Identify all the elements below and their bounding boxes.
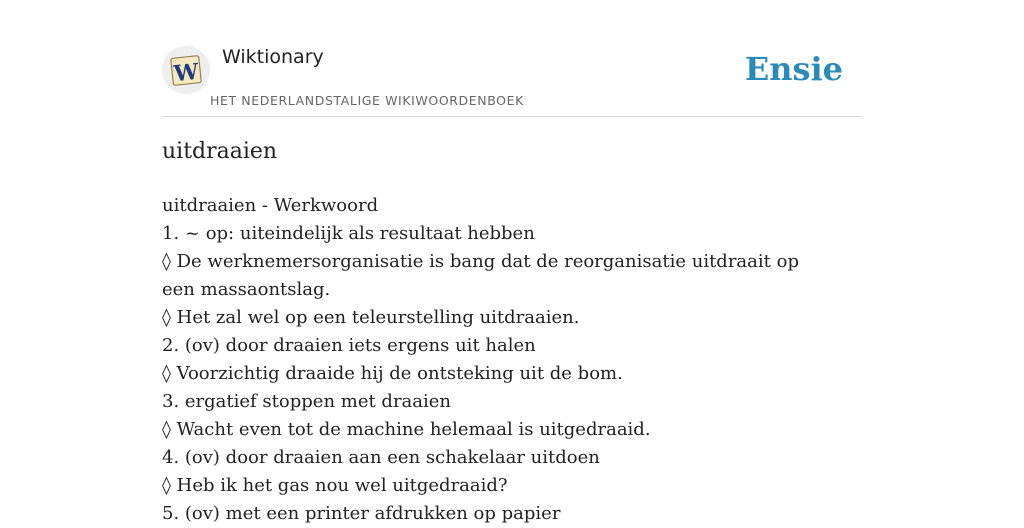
site-tagline: HET NEDERLANDSTALIGE WIKIWOORDENBOEK [210,93,524,108]
ensie-brand-link[interactable]: Ensie [744,50,843,88]
site-header [162,40,862,117]
definition-line: 5. (ov) met een printer afdrukken op papier [162,503,561,524]
definition-line: 1. ~ op: uiteindelijk als resultaat hebben [162,223,535,244]
example-line: ◊ Heb ik het gas nou wel uitgedraaid? [162,475,508,496]
example-line: ◊ De werknemersorganisatie is bang dat de reorganisatie uitdraait op een massaontslag. [162,251,799,300]
entry-body [162,192,812,528]
entry-headline: uitdraaien - Werkwoord [162,195,379,216]
definition-line: 3. ergatief stoppen met draaien [162,391,452,412]
wiktionary-w-tile-icon [168,52,204,88]
example-line: ◊ Wacht even tot de machine helemaal is uitgedraaid. [162,419,651,440]
definition-line: 4. (ov) door draaien aan een schakelaar uitdoen [162,447,600,468]
site-name[interactable]: Wiktionary [222,46,324,68]
page-title: uitdraaien [162,139,278,164]
definition-line: 2. (ov) door draaien iets ergens uit halen [162,335,536,356]
svg-text:W: W [172,58,200,88]
example-line: ◊ Voorzichtig draaide hij de ontsteking uit de bom. [162,363,623,384]
example-line: ◊ Het zal wel op een teleurstelling uitdraaien. [162,307,580,328]
wiktionary-logo[interactable] [162,46,210,94]
